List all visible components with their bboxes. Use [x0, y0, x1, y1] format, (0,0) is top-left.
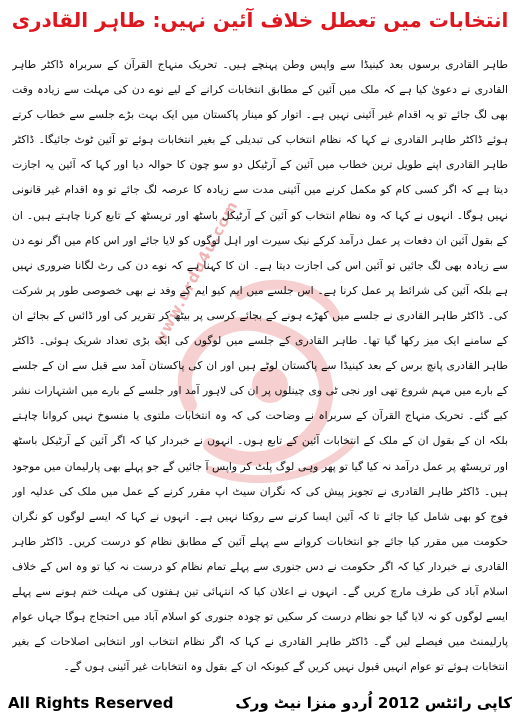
footer [8, 688, 512, 718]
article-body [12, 52, 508, 680]
article-paragraph: طاہر القادری برسوں بعد کینیڈا سے واپس وطن پہنچے ہیں۔ تحریک منہاج القرآن کے سربراہ ڈاکٹر طاہر القادری نے دعویٰ کیا ہے کہ ملک میں آئین کے مطابق انتخابات کرانے کے لیے نوے دن کی مہلت سے زیادہ وقت بھی لگ جائے تو یہ اقدام غیر آئینی نہیں ہے۔ اتوار کو مینار پاکستان میں ایک بہت بڑے جلسے سے خطاب کرتے ہوئے ڈاکٹر طاہر القادری نے کہا کہ نظام انتخاب کی تبدیلی کے بغیر انتخابات ہوئے تو آئین ٹوٹ جائیگا۔ ڈاکٹر طاہر القادری اپنے طویل ترین خطاب میں آئین کے آرٹیکل دو سو چون کا حوالہ دیا اور کہا کہ آئین یہ اجازت دیتا ہے کہ اگر کسی کام کو مکمل کرنے میں آئینی مدت سے زیادہ کا عرصہ لگ جائے تو وہ اقدام غیر قانونی نہیں ہوگا۔ انہوں نے کہا کہ وہ نظام انتخاب کو آئین کے آرٹیکل باسٹھ اور تریسٹھ کے تابع کرنا چاہتے ہیں۔ ان کے بقول آئین ان دفعات پر عمل درآمد کرکے نیک سیرت اور اہل لوگوں کو لایا جائے اور اس کام میں اگر نوے دن سے زیادہ بھی لگ جائیں تو آئین اس کی اجازت دیتا ہے۔ ان کا کہنا ہے کہ نوے دن کی رٹ لگانا ضروری نہیں ہے بلکہ آئین کی شرائط پر عمل کرنا ہے۔ اس جلسے میں ایم کیو ایم کے وفد نے بھی خصوصی طور پر شرکت کی۔ ڈاکٹر طاہر القادری نے جلسے میں کھڑے ہونے کے بجائے کرسی پر بیٹھ کر تقریر کی اور ڈائس کے بجائے ان کے سامنے ایک میز رکھا گیا تھا۔ طاہر القادری کے جلسے میں لوگوں کی ایک بڑی تعداد شریک ہوئی۔ ڈاکٹر طاہر القادری پانچ برس کے بعد کینیڈا سے پاکستان لوٹے ہیں اور ان کی پاکستان آمد سے قبل سے ان کے جلسے کے بارے میں مہم شروع تھی اور نجی ٹی وی چینلوں پر ان کی لاہور آمد اور جلسے کے بارے میں اشتہارات نشر کیے گئے۔ تحریک منہاج القرآن کے سربراہ نے وضاحت کی کہ وہ انتخابات ملتوی یا منسوخ نہیں کروانا چاہتے بلکہ ان کے بقول ان کے ملک کے انتخابات آئین کے تابع ہوں۔ انہوں نے خبردار کیا کہ اگر آئین کے آرٹیکل باسٹھ اور تریسٹھ پر عمل درآمد نہ کیا گیا تو پھر وہی لوگ پلٹ کر واپس آ جائیں گے جو پہلے بھی پارلیمان میں موجود ہیں۔ ڈاکٹر طاہر القادری نے تجویز پیش کی کہ نگران سیٹ اپ مقرر کرنے کے عمل میں ملک کی عدلیہ اور فوج کو بھی شامل کیا جائے تا کہ آئین ایسا کرنے سے روکتا نہیں ہے۔ انہوں نے کہا کہ ایسے لوگوں کو نگران حکومت میں مقرر کیا جائے جو انتخابات کروانے سے پہلے آئین کے مطابق نظام کو درست کریں۔ ڈاکٹر طاہر القادری نے خبردار کیا کہ اگر حکومت نے دس جنوری سے پہلے تمام نظام کو درست نہ کیا تو وہ اس کے خلاف اسلام آباد کی طرف مارچ کریں گے۔ انہوں نے اعلان کیا کہ انتہائی تین ہفتوں کی مہلت ختم ہونے سے پہلے ایسے لوگوں کو نہ لایا گیا جو نظام درست کر سکیں تو چودہ جنوری کو اسلام آباد میں احتجاج ہوگا جہاں عوام پارلیمنٹ میں فیصلے لیں گے۔ ڈاکٹر طاہر القادری نے کہا کہ اگر نظام انتخاب اور انتخابی اصلاحات کے بغیر انتخابات ہوئے تو عوام انہیں قبول نہیں کریں گے کیونکہ ان کے بقول وہ انتخابات غیر آئینی ہوں گے۔ [12, 58, 508, 674]
article-headline: انتخابات میں تعطل خلاف آئین نہیں: طاہر القادری [11, 8, 509, 32]
footer-copyright: کاپی رائٹس 2012 اُردو منزا نیٹ ورک [235, 694, 512, 712]
watermark-url: www.urdu4u.com [150, 197, 242, 349]
footer-rights: All Rights Reserved [8, 694, 174, 712]
